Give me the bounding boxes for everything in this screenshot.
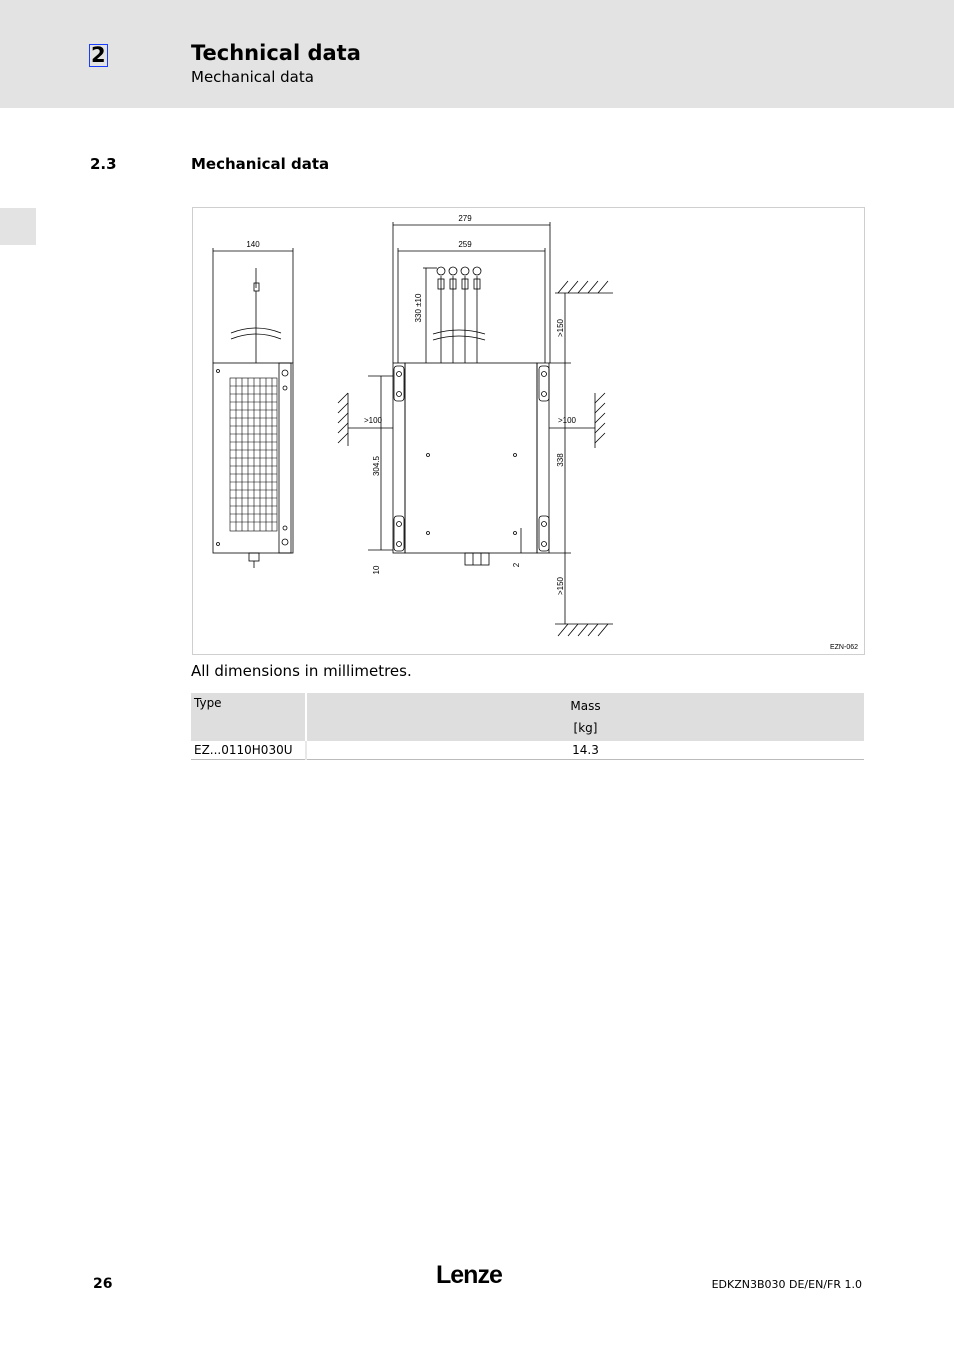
dim-inner-width: 259 <box>458 240 472 249</box>
dim-right-clearance: >100 <box>557 416 577 425</box>
dim-total-height: 338 <box>556 453 565 467</box>
dim-cable-length: 330 ±10 <box>414 293 423 323</box>
section-title: Mechanical data <box>191 155 330 173</box>
dim-bottom-offset: 10 <box>372 565 381 575</box>
page-number: 26 <box>93 1276 113 1292</box>
cell-mass: 14.3 <box>306 741 864 760</box>
lenze-logo: Lenze <box>436 1261 502 1289</box>
dim-left-clearance: >100 <box>363 416 383 425</box>
drawing-svg <box>193 208 864 654</box>
dim-gap: 2 <box>512 562 521 568</box>
dim-total-width: 279 <box>458 214 472 223</box>
header-band <box>0 0 954 108</box>
chapter-number[interactable]: 2 <box>91 43 106 67</box>
chapter-title: Technical data <box>191 41 361 65</box>
chapter-subtitle: Mechanical data <box>191 68 314 86</box>
mass-table <box>191 693 864 760</box>
header-mass-label: Mass <box>570 699 601 713</box>
dim-hole-spacing: 304.5 <box>372 455 381 477</box>
figure-caption: All dimensions in millimetres. <box>191 662 412 680</box>
dim-top-clearance: >150 <box>556 318 565 338</box>
document-id: EDKZN3B030 DE/EN/FR 1.0 <box>711 1278 862 1291</box>
section-number: 2.3 <box>90 155 117 173</box>
header-mass-unit: [kg] <box>573 721 598 735</box>
figure-id: EZN-062 <box>829 644 858 651</box>
table-row <box>191 741 864 760</box>
header-type: Type <box>191 693 306 741</box>
cell-type: EZ...0110H030U <box>191 741 306 760</box>
table-header-row <box>191 693 864 741</box>
dimension-drawing <box>192 207 865 655</box>
header-mass <box>306 693 864 741</box>
dim-bottom-clearance: >150 <box>556 576 565 596</box>
dim-side-width: 140 <box>246 240 260 249</box>
chapter-side-tab <box>0 208 36 245</box>
